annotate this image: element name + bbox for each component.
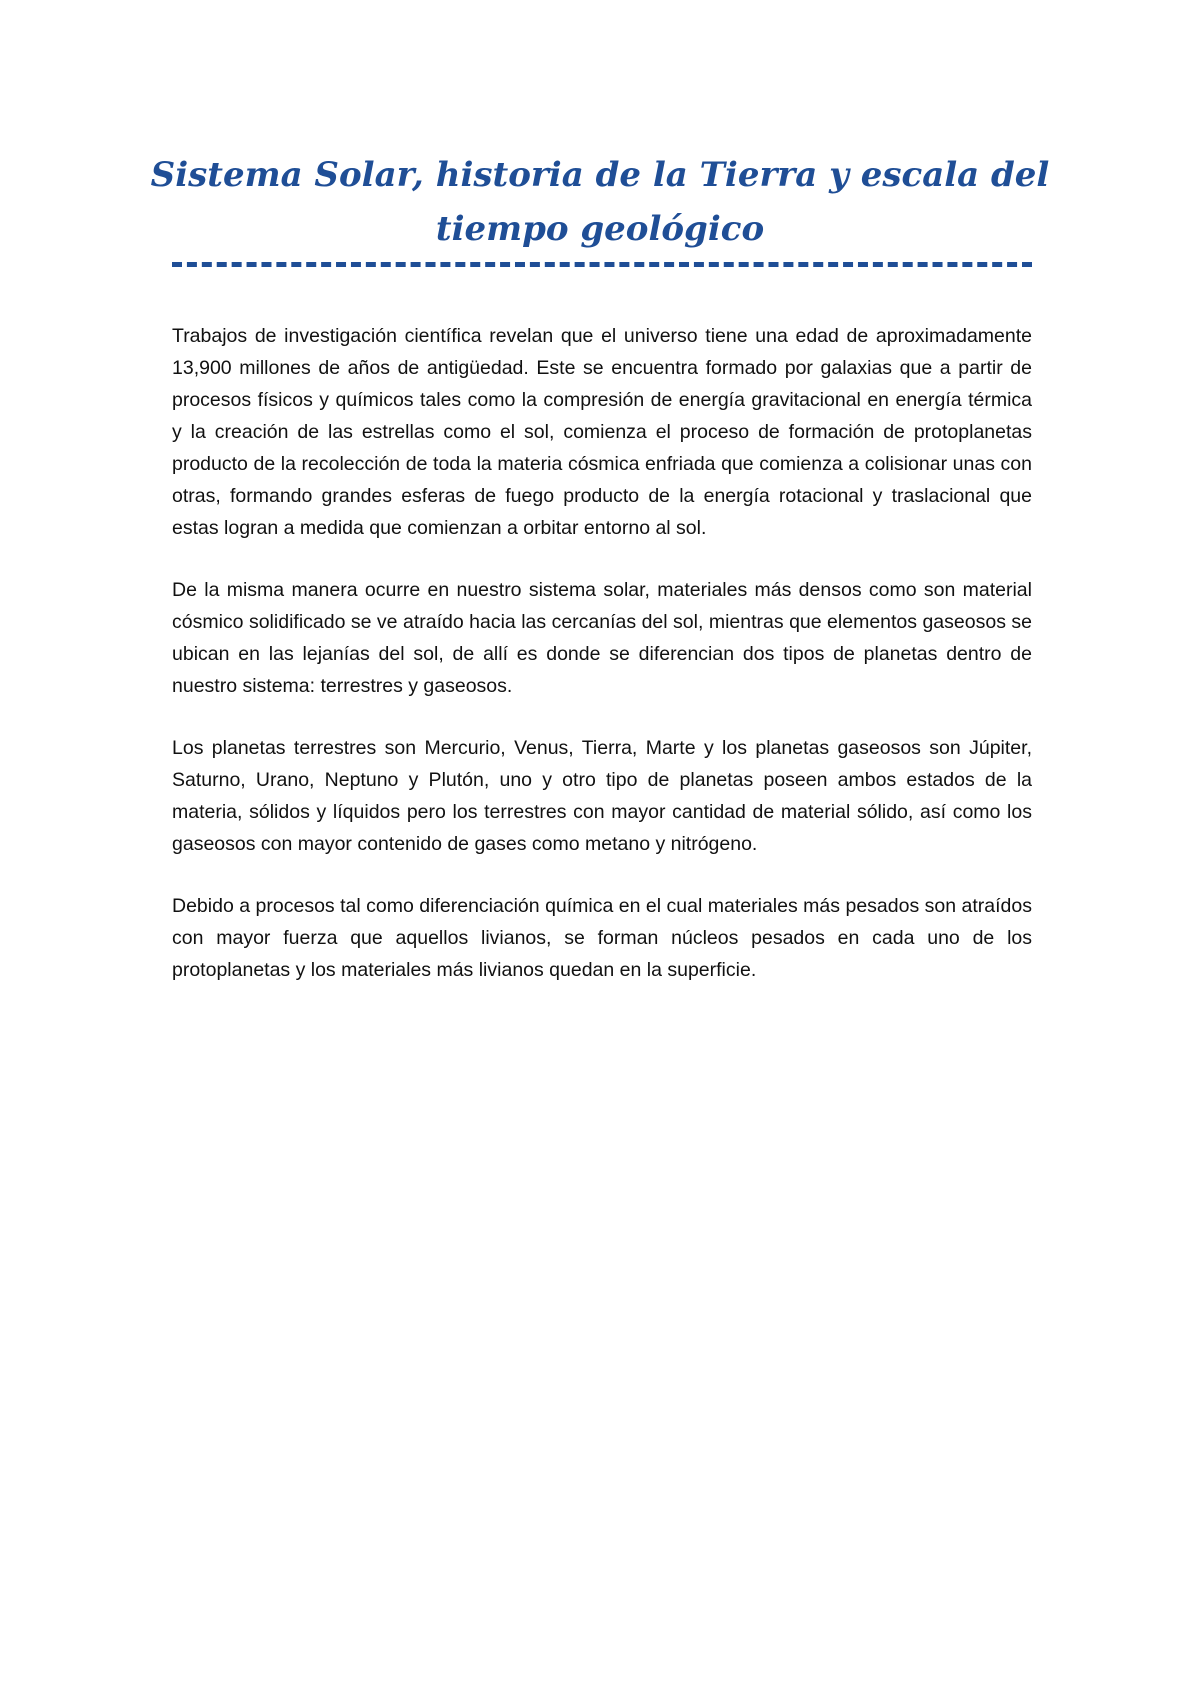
paragraph-solar-system-materials: De la misma manera ocurre en nuestro sistema solar, materiales más densos como son material cósmico solidificado se ve atraído hacia las cercanías del sol, mientras que elementos gaseosos se ubican en las lejanías del sol, de allí es donde se diferencian dos tipos de planetas dentro de nuestro sistema: terrestres y gaseosos. bbox=[172, 579, 1032, 697]
paragraph-chemical-differentiation: Debido a procesos tal como diferenciación química en el cual materiales más pesados son atraídos con mayor fuerza que aquellos livianos, se forman núcleos pesados en cada uno de los protoplanetas y los materiales más livianos quedan en la superficie. bbox=[172, 895, 1032, 981]
title-divider bbox=[172, 262, 1032, 267]
paragraph-universe-age: Trabajos de investigación científica revelan que el universo tiene una edad de aproximadamente 13,900 millones de años de antigüedad. Este se encuentra formado por galaxias que a partir de procesos físicos y químicos tales como la compresión de energía gravitacional en energía térmica y la creación de las estrellas como el sol, comienza el proceso de formación de protoplanetas producto de la recolección de toda la materia cósmica enfriada que comienza a colisionar unas con otras, formando grandes esferas de fuego producto de la energía rotacional y traslacional que estas logran a medida que comienzan a orbitar entorno al sol. bbox=[172, 325, 1032, 539]
document-body bbox=[172, 320, 1032, 1016]
document-title: Sistema Solar, historia de la Tierra y escala del tiempo geológico bbox=[150, 155, 1050, 249]
paragraph-planet-types: Los planetas terrestres son Mercurio, Venus, Tierra, Marte y los planetas gaseosos son Júpiter, Saturno, Urano, Neptuno y Plutón, uno y otro tipo de planetas poseen ambos estados de la materia, sólidos y líquidos pero los terrestres con mayor cantidad de material sólido, así como los gaseosos con mayor contenido de gases como metano y nitrógeno. bbox=[172, 737, 1032, 855]
